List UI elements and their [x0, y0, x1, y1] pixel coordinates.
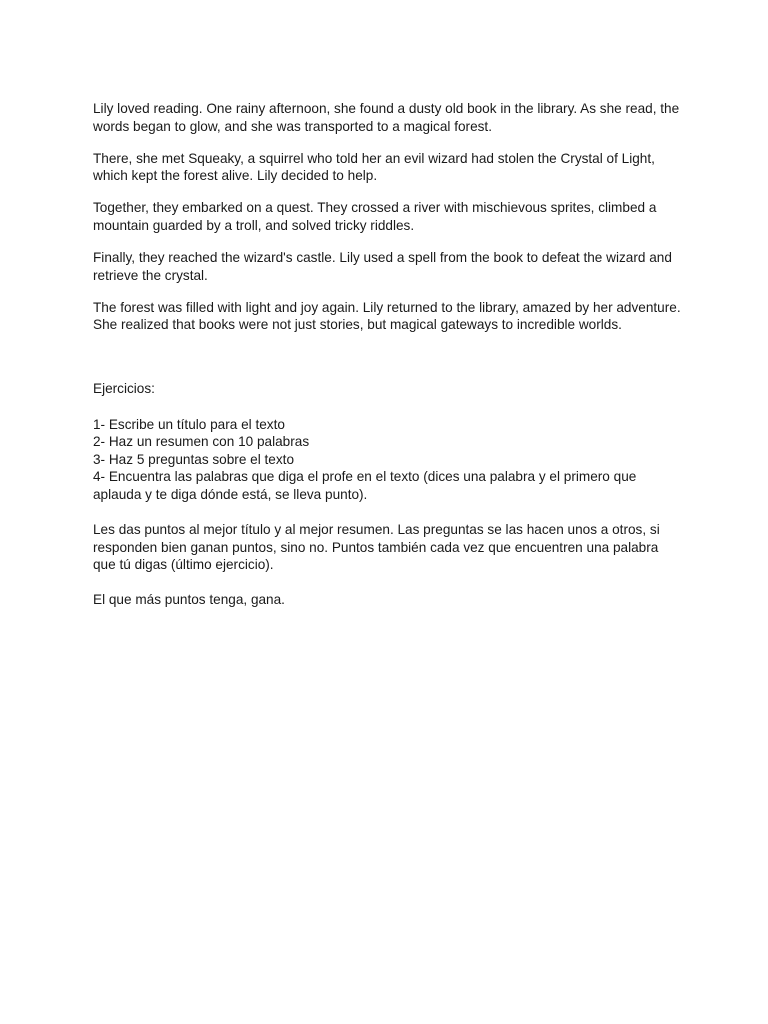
story-paragraph-3: Together, they embarked on a quest. They crossed a river with mischievous sprites, climbed a mountain guarded by a troll, and solved tricky riddles.: [93, 200, 657, 233]
document-page: [93, 100, 683, 626]
exercise-item-1: 1- Escribe un título para el texto: [93, 416, 285, 432]
story-paragraph-4: Finally, they reached the wizard's castle. Lily used a spell from the book to defeat the wizard and retrieve the crystal.: [93, 250, 672, 283]
section-spacer: [93, 348, 683, 380]
exercise-item-2: 2- Haz un resumen con 10 palabras: [93, 434, 310, 450]
story-paragraph-5: The forest was filled with light and joy again. Lily returned to the library, amazed by her adventure. She realized that books were not just stories, but magical gateways to incredible worlds.: [93, 299, 681, 333]
exercises-list: [93, 416, 683, 504]
exercise-item-3: 3- Haz 5 preguntas sobre el texto: [93, 451, 294, 467]
exercises-section: [93, 380, 683, 608]
story-paragraph-1: Lily loved reading. One rainy afternoon, she found a dusty old book in the library. As she read, the words began to glow, and she was transported to a magical forest.: [93, 101, 680, 134]
story-paragraph-2: There, she met Squeaky, a squirrel who told her an evil wizard had stolen the Crystal of Light, which kept the forest alive. Lily decided to help.: [93, 150, 655, 184]
story-section: [93, 100, 683, 334]
exercises-closing: El que más puntos tenga, gana.: [93, 592, 285, 608]
exercise-item-4: 4- Encuentra las palabras que diga el profe en el texto (dices una palabra y el primero que aplauda y te diga dónde está, se lleva punto).: [93, 469, 637, 502]
exercises-rules: Les das puntos al mejor título y al mejor resumen. Las preguntas se las hacen unos a otros, si responden bien ganan puntos, sino no. Puntos también cada vez que encuentren una palabra que tú digas (último ejercicio).: [93, 522, 660, 573]
exercises-heading: Ejercicios:: [93, 381, 155, 397]
